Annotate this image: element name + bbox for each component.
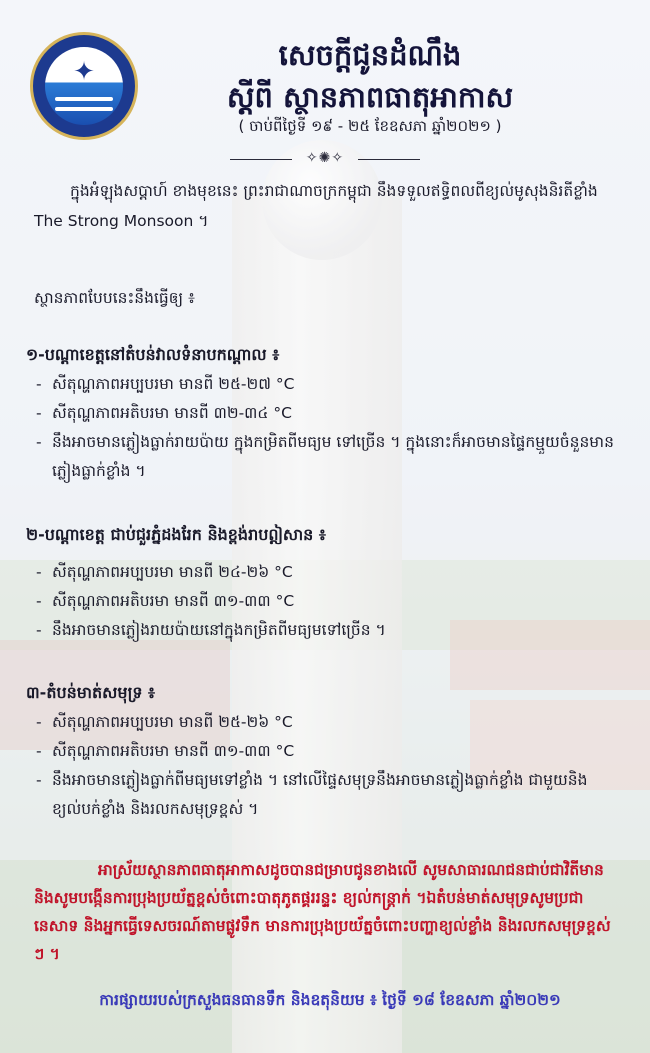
publisher-footer: ការផ្សាយរបស់ក្រសួងធនធានទឹក និងឧតុនិយម ៖ ថ្ងៃទី ១៨ ខែឧសភា ឆ្នាំ២០២១ xyxy=(99,991,561,1009)
list-item: - នឹងអាចមានភ្លៀងធ្លាក់ពីមធ្យមទៅខ្លាំង ។ នៅលើផ្ទៃសមុទ្រនឹងអាចមានភ្លៀងធ្លាក់ខ្លាំង ជាមួយនិងខ្យល់បក់ខ្លាំង និងរលកសមុទ្រខ្ពស់ ។ xyxy=(34,766,626,824)
list-item: - សីតុណ្ហភាពអប្បបរមា មានពី ២៤-២៦ °C xyxy=(34,558,626,587)
page-subtitle: ស្តីពី ស្ថានភាពធាតុអាកាស xyxy=(226,80,514,114)
date-range: ( ចាប់ពីថ្ងៃទី ១៩ - ២៥ ខែឧសភា ឆ្នាំ២០២១ ) xyxy=(238,117,502,135)
section-list-coastal xyxy=(34,708,626,824)
list-item: - នឹងអាចមានភ្លៀងរាយប៉ាយនៅក្នុងកម្រិតពីមធ្យមទៅច្រើន ។ xyxy=(34,616,626,645)
ministry-logo xyxy=(30,32,138,140)
intro-paragraph: ក្នុងអំឡុងសប្តាហ៍ ខាងមុខនេះ ព្រះរាជាណាចក្រកម្ពុជា នឹងទទួលឥទ្ធិពលពីខ្យល់មូសុងនិរតីខ្លាំង The Strong Monsoon ។ xyxy=(34,182,598,230)
list-item: - សីតុណ្ហភាពអតិបរមា មានពី ៣១-៣៣ °C xyxy=(34,587,626,616)
section-title-mountain-plateau: ២-បណ្តាខេត្ត ជាប់ជួរភ្នំដងរែក និងខ្ពង់រាបឦសាន ៖ xyxy=(26,525,326,544)
lead-text: ស្ថានភាពបែបនេះនឹងធ្វើឲ្យ ៖ xyxy=(34,289,195,307)
section-list-central-plain xyxy=(34,370,626,486)
list-item: - នឹងអាចមានភ្លៀងធ្លាក់រាយប៉ាយ ក្នុងកម្រិតពីមធ្យម ទៅច្រើន ។ ក្នុងនោះក៏អាចមានផ្ទៃកម្មួយចំនួនមានភ្លៀងធ្លាក់ខ្លាំង ។ xyxy=(34,428,626,486)
section-title-central-plain: ១-បណ្តាខេត្តនៅតំបន់វាលទំនាបកណ្តាល ៖ xyxy=(26,345,280,364)
list-item: - សីតុណ្ហភាពអតិបរមា មានពី ៣១-៣៣ °C xyxy=(34,737,626,766)
page-title: សេចក្តីជូនដំណឹង xyxy=(278,38,462,72)
list-item: - សីតុណ្ហភាពអប្បបរមា មានពី ២៥-២៦ °C xyxy=(34,708,626,737)
section-title-coastal: ៣-តំបន់មាត់សមុទ្រ ៖ xyxy=(26,683,156,702)
compass-star-icon: ✦ xyxy=(73,57,95,87)
ornament-divider: ✧✺✧ xyxy=(230,150,420,166)
advice-paragraph: អាស្រ័យស្ថានភាពធាតុអាកាសដូចបានជម្រាបជូនខាងលើ សូមសាធារណជនជាប់ជាវិតីមាន និងសូមបង្កើនការប្រុងប្រយ័ត្នខ្ពស់ចំពោះបាតុភូតផ្គររន្ទះ ខ្យល់កន្ត្រាក់ ។ឯតំបន់មាត់សមុទ្រសូមប្រជានេសាទ និងអ្នកធ្វើទេសចរណ៍តាមផ្លូវទឹក មានការប្រុងប្រយ័ត្នចំពោះបញ្ហាខ្យល់ខ្លាំង និងរលកសមុទ្រខ្ពស់ ៗ ។ xyxy=(34,861,611,963)
section-list-mountain-plateau xyxy=(34,558,626,645)
list-item: - សីតុណ្ហភាពអប្បបរមា មានពី ២៥-២៧ °C xyxy=(34,370,626,399)
list-item: - សីតុណ្ហភាពអតិបរមា មានពី ៣២-៣៤ °C xyxy=(34,399,626,428)
